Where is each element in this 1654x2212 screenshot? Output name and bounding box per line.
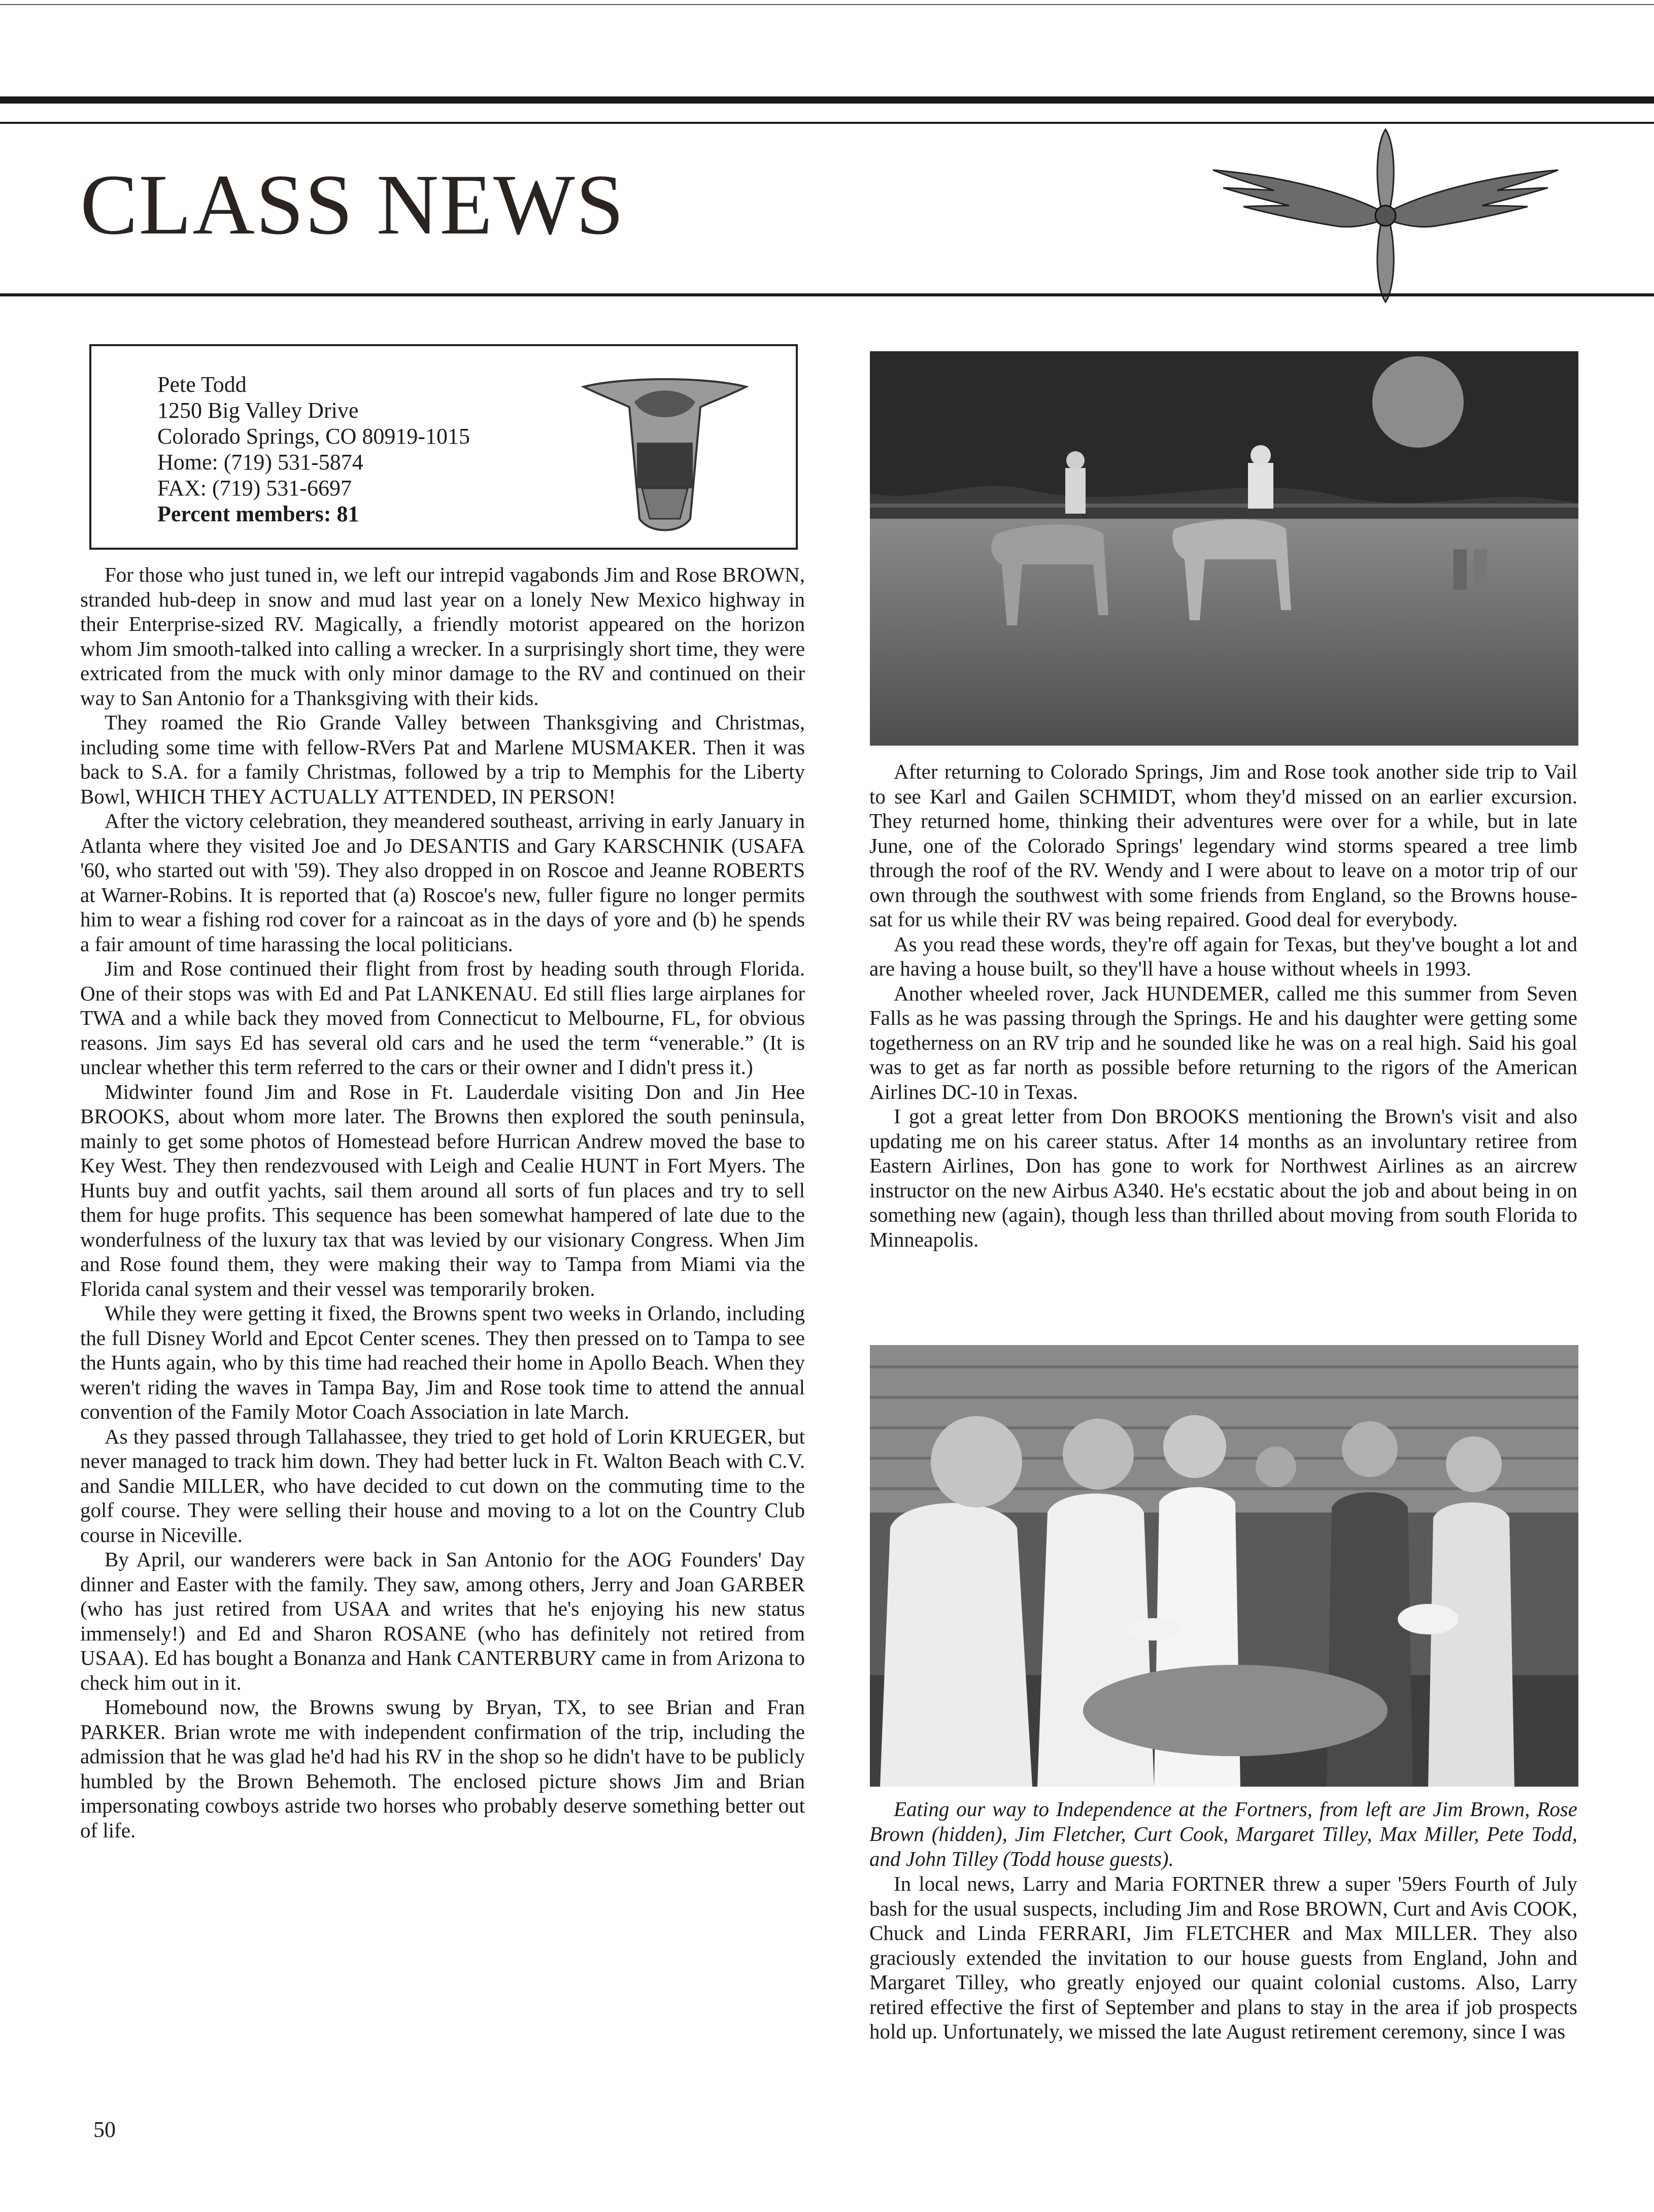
contact-street: 1250 Big Valley Drive xyxy=(157,398,359,423)
article-paragraph: While they were getting it fixed, the Browns spent two weeks in Orlando, including the full Disney World and Epcot Center scenes. They then pressed on to Tampa to see the Hunts again, who by this time had reached their home in Apollo Beach. When they weren't riding the waves in Tampa Bay, Jim and Rose took time to attend the annual convention of the Family Motor Coach Association in late March. xyxy=(80,1301,805,1423)
article-paragraph: As you read these words, they're off again for Texas, but they've bought a lot and are having a house built, so they'll have a house without wheels in 1993. xyxy=(869,932,1577,980)
contact-city: Colorado Springs, CO 80919-1015 xyxy=(157,424,470,449)
article-paragraph: In local news, Larry and Maria FORTNER threw a super '59ers Fourth of July bash for the usual suspects, including Jim and Rose BROWN, Curt and Avis COOK, Chuck and Linda FERRARI, Jim FLETCHER and Max MILLER. They also graciously extended the invitation to our house guests from England, John and Margaret Tilley, who greatly enjoyed our quaint colonial customs. Also, Larry retired effective the first of September and plans to stay in the area if job prospects hold up. Unfortunately, we missed the late August retirement ceremony, since I was xyxy=(869,1872,1577,2043)
article-paragraph: As they passed through Tallahassee, they tried to get hold of Lorin KRUEGER, but never managed to track him down. They had better luck in Ft. Walton Beach with C.V. and Sandie MILLER, who have decided to cut down on the commuting time to the golf course. They were selling their house and moving to a lot on the Country Club course in Niceville. xyxy=(80,1424,805,1547)
left-column-text xyxy=(80,562,805,1842)
article-paragraph: Jim and Rose continued their flight from frost by heading south through Florida. One of their stops was with Ed and Pat LANKENAU. Ed still flies large airplanes for TWA and a while back they moved from Connecticut to Melbourne, FL, for obvious reasons. Jim says Ed has several old cars and he used the term “venerable.” (It is unclear whether this term referred to the cars or their owner and I didn't press it.) xyxy=(80,957,805,1079)
title-underline-rule xyxy=(0,293,1654,296)
page-number: 50 xyxy=(93,2117,116,2142)
right-column-text-top xyxy=(869,759,1577,1252)
article-paragraph: Midwinter found Jim and Rose in Ft. Lauderdale visiting Don and Jin Hee BROOKS, about whom more later. The Browns then explored the south peninsula, mainly to get some photos of Homestead before Hurrican Andrew moved the base to Key West. They then rendezvoused with Leigh and Cealie HUNT in Fort Myers. The Hunts buy and outfit yachts, sail them around all sorts of fun places and try to sell them for huge profits. This sequence has been somewhat hampered of late due to the wonderfulness of the luxury tax that was levied by our visionary Congress. When Jim and Rose found them, they were making their way to Tampa from Miami via the Florida canal system and their vessel was temporarily broken. xyxy=(80,1080,805,1300)
contact-lines xyxy=(157,372,470,527)
article-paragraph: Homebound now, the Browns swung by Bryan, TX, to see Brian and Fran PARKER. Brian wrote me with independent confirmation of the trip, including the admission that he was glad he'd had his RV in the shop so he didn't have to be publicly humbled by the Brown Behemoth. The enclosed picture shows Jim and Brian impersonating cowboys astride two horses who probably deserve something better out of life. xyxy=(80,1695,805,1842)
article-paragraph: After the victory celebration, they meandered southeast, arriving in early January in Atlanta where they visited Joe and Jo DESANTIS and Gary KARSCHNIK (USAFA '60, who started out with '59). They also dropped in on Roscoe and Jeanne ROBERTS at Warner-Robins. It is reported that (a) Roscoe's new, fuller figure no longer permits him to wear a fishing rod cover for a raincoat as in the days of yore and (b) he spends a fair amount of time harassing the local politicians. xyxy=(80,809,805,956)
article-paragraph: After returning to Colorado Springs, Jim and Rose took another side trip to Vail to see Karl and Gailen SCHMIDT, whom they'd missed on an earlier excursion. They returned home, thinking their adventures were over for a while, but in late June, one of the Colorado Springs' legendary wind storms speared a tree limb through the roof of the RV. Wendy and I were about to leave on a motor trip of our own through the southwest with some friends from England, so the Browns house-sat for us while their RV was being repaired. Good deal for everybody. xyxy=(869,760,1577,931)
correspondent-contact-box xyxy=(89,344,798,550)
header-thick-rule xyxy=(0,96,1654,104)
contact-name: Pete Todd xyxy=(157,372,247,397)
cowboys-on-horses-photo xyxy=(870,351,1578,746)
article-paragraph: I got a great letter from Don BROOKS mentioning the Brown's visit and also updating me on his career status. After 14 months as an involuntary retiree from Eastern Airlines, Don has gone to work for Northwest Airlines as an aircrew instructor on the new Airbus A340. He's ecstatic about the job and about being in on something new (again), though less than thrilled about moving from south Florida to Minneapolis. xyxy=(869,1104,1577,1251)
article-paragraph: Another wheeled rover, Jack HUNDEMER, called me this summer from Seven Falls as he was passing through the Springs. He and his daughter were getting some togetherness on an RV trip and he sounded like he was on a real high. Said his goal was to get as far north as possible before returning to the rigors of the American Airlines DC-10 in Texas. xyxy=(869,981,1577,1103)
fourth-of-july-party-photo xyxy=(870,1345,1578,1787)
wings-propeller-icon xyxy=(1208,124,1563,307)
class-of-1959-crest-icon xyxy=(573,366,756,544)
article-paragraph: They roamed the Rio Grande Valley between Thanksgiving and Christmas, including some time with fellow-RVers Pat and Marlene MUSMAKER. Then it was back to S.A. for a family Christmas, followed by a trip to Memphis for the Liberty Bowl, WHICH THEY ACTUALLY ATTENDED, IN PERSON! xyxy=(80,711,805,808)
article-paragraph: By April, our wanderers were back in San Antonio for the AOG Founders' Day dinner and Easter with the family. They saw, among others, Jerry and Joan GARBER (who has just retired from USAA and writes that he's enjoying his new status immensely!) and Ed and Sharon ROSANE (who has definitely not retired from USAA). Ed has bought a Bonanza and Hank CANTERBURY came in from Arizona to check him out in it. xyxy=(80,1548,805,1694)
right-column-text-bottom xyxy=(869,1871,1577,2044)
contact-home-phone: Home: (719) 531-5874 xyxy=(157,450,363,475)
caption-text: Eating our way to Independence at the Fortners, from left are Jim Brown, Rose Brown (hidden), Jim Fletcher, Curt Cook, Margaret Tilley, Max Miller, Pete Todd, and John Tilley (Todd house guests). xyxy=(869,1797,1577,1870)
article-paragraph: For those who just tuned in, we left our intrepid vagabonds Jim and Rose BROWN, stranded hub-deep in snow and mud last year on a lonely New Mexico highway in their Enterprise-sized RV. Magically, a friendly motorist appeared on the horizon whom Jim smooth-talked into calling a wrecker. In a surprisingly short time, they were extricated from the muck with only minor damage to the RV and continued on their way to San Antonio for a Thanksgiving with their kids. xyxy=(80,563,805,710)
section-title: CLASS NEWS xyxy=(80,157,625,252)
photo-caption xyxy=(869,1797,1577,1871)
contact-fax: FAX: (719) 531-6697 xyxy=(157,476,352,500)
top-edge-rule xyxy=(0,4,1654,5)
header-thin-rule xyxy=(0,122,1654,124)
percent-members: Percent members: 81 xyxy=(157,501,359,526)
